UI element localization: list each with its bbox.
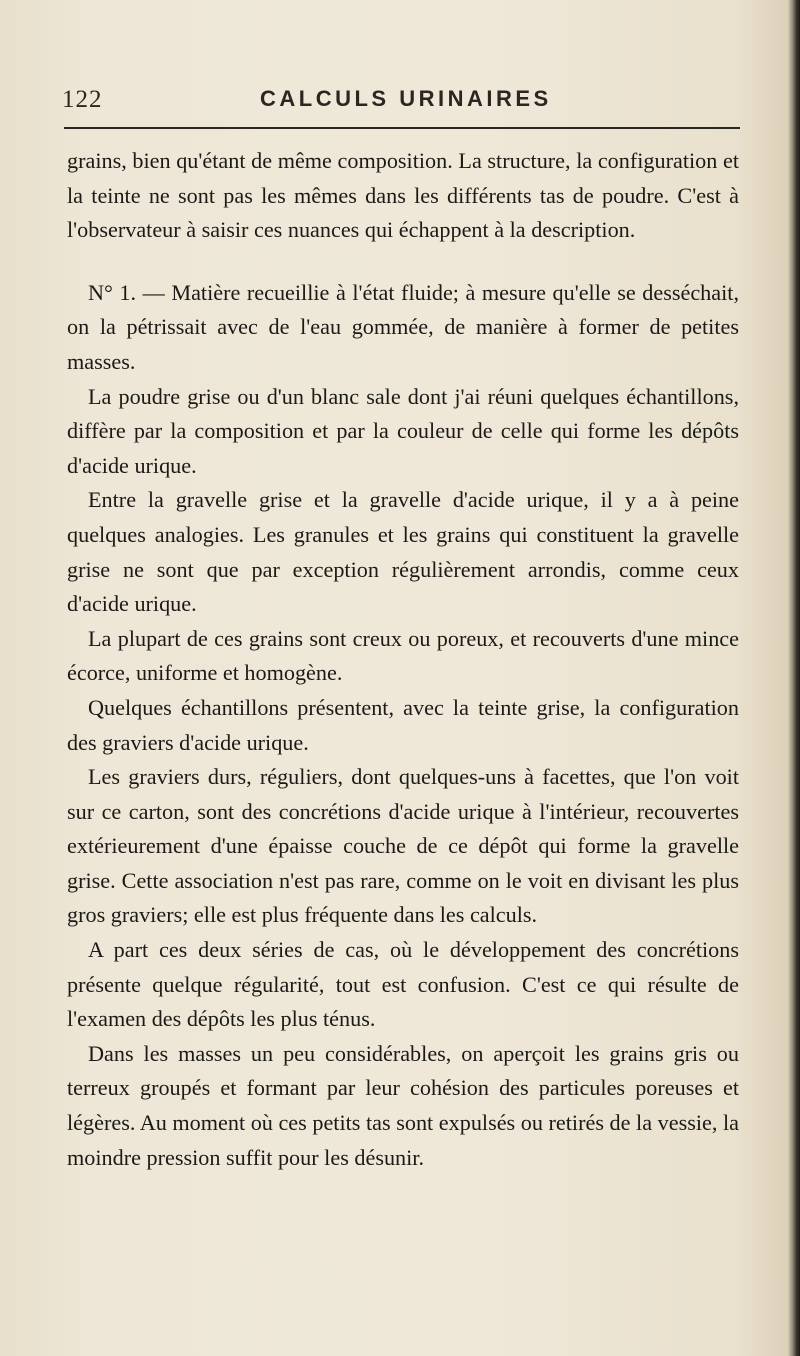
paragraph: N° 1. — Matière recueillie à l'état fluide; à mesure qu'elle se desséchait, on la pétrissait avec de l'eau gommée, de manière à former de petites masses. — [67, 279, 739, 374]
page-edge-shadow — [788, 0, 800, 1356]
paragraph: grains, bien qu'étant de même composition. La structure, la configuration et la teinte ne sont pas les mêmes dans les différents tas de poudre. C'est à l'observateur à saisir ces nuances qui échappent à la description. — [67, 148, 739, 243]
paragraph: A part ces deux séries de cas, où le développement des concrétions présente quelque régularité, tout est confusion. C'est ce qui résulte de l'examen des dépôts les plus ténus. — [67, 937, 739, 1032]
paragraph: Dans les masses un peu considérables, on aperçoit les grains gris ou terreux groupés et formant par leur cohésion des particules poreuses et légères. Au moment où ces petits tas sont expulsés ou retirés de la vessie, la moindre pression suffit pour les désunir. — [67, 1040, 739, 1170]
paragraph: La poudre grise ou d'un blanc sale dont j'ai réuni quelques échantillons, diffère par la composition et par la couleur de celle qui forme les dépôts d'acide urique. — [67, 383, 739, 478]
page-header — [62, 86, 740, 122]
page-number: 122 — [62, 86, 103, 113]
paragraph: Les graviers durs, réguliers, dont quelques-uns à facettes, que l'on voit sur ce carton, sont des concrétions d'acide urique à l'intérieur, recouvertes extérieurement d'une épaisse couche de ce dépôt qui forme la gravelle grise. Cette association n'est pas rare, comme on le voit en divisant les plus gros graviers; elle est plus fréquente dans les calculs. — [67, 764, 739, 928]
paragraph: Quelques échantillons présentent, avec la teinte grise, la configuration des graviers d'acide urique. — [67, 694, 739, 755]
paragraph: La plupart de ces grains sont creux ou poreux, et recouverts d'une mince écorce, uniforme et homogène. — [67, 625, 739, 686]
paragraph: Entre la gravelle grise et la gravelle d'acide urique, il y a à peine quelques analogies. Les granules et les grains qui constituent la gravelle grise ne sont que par exception régulièrement arrondis, comme ceux d'acide urique. — [67, 487, 739, 617]
body-text — [67, 144, 739, 1175]
header-rule — [64, 127, 740, 129]
running-head: CALCULS URINAIRES — [260, 86, 552, 111]
